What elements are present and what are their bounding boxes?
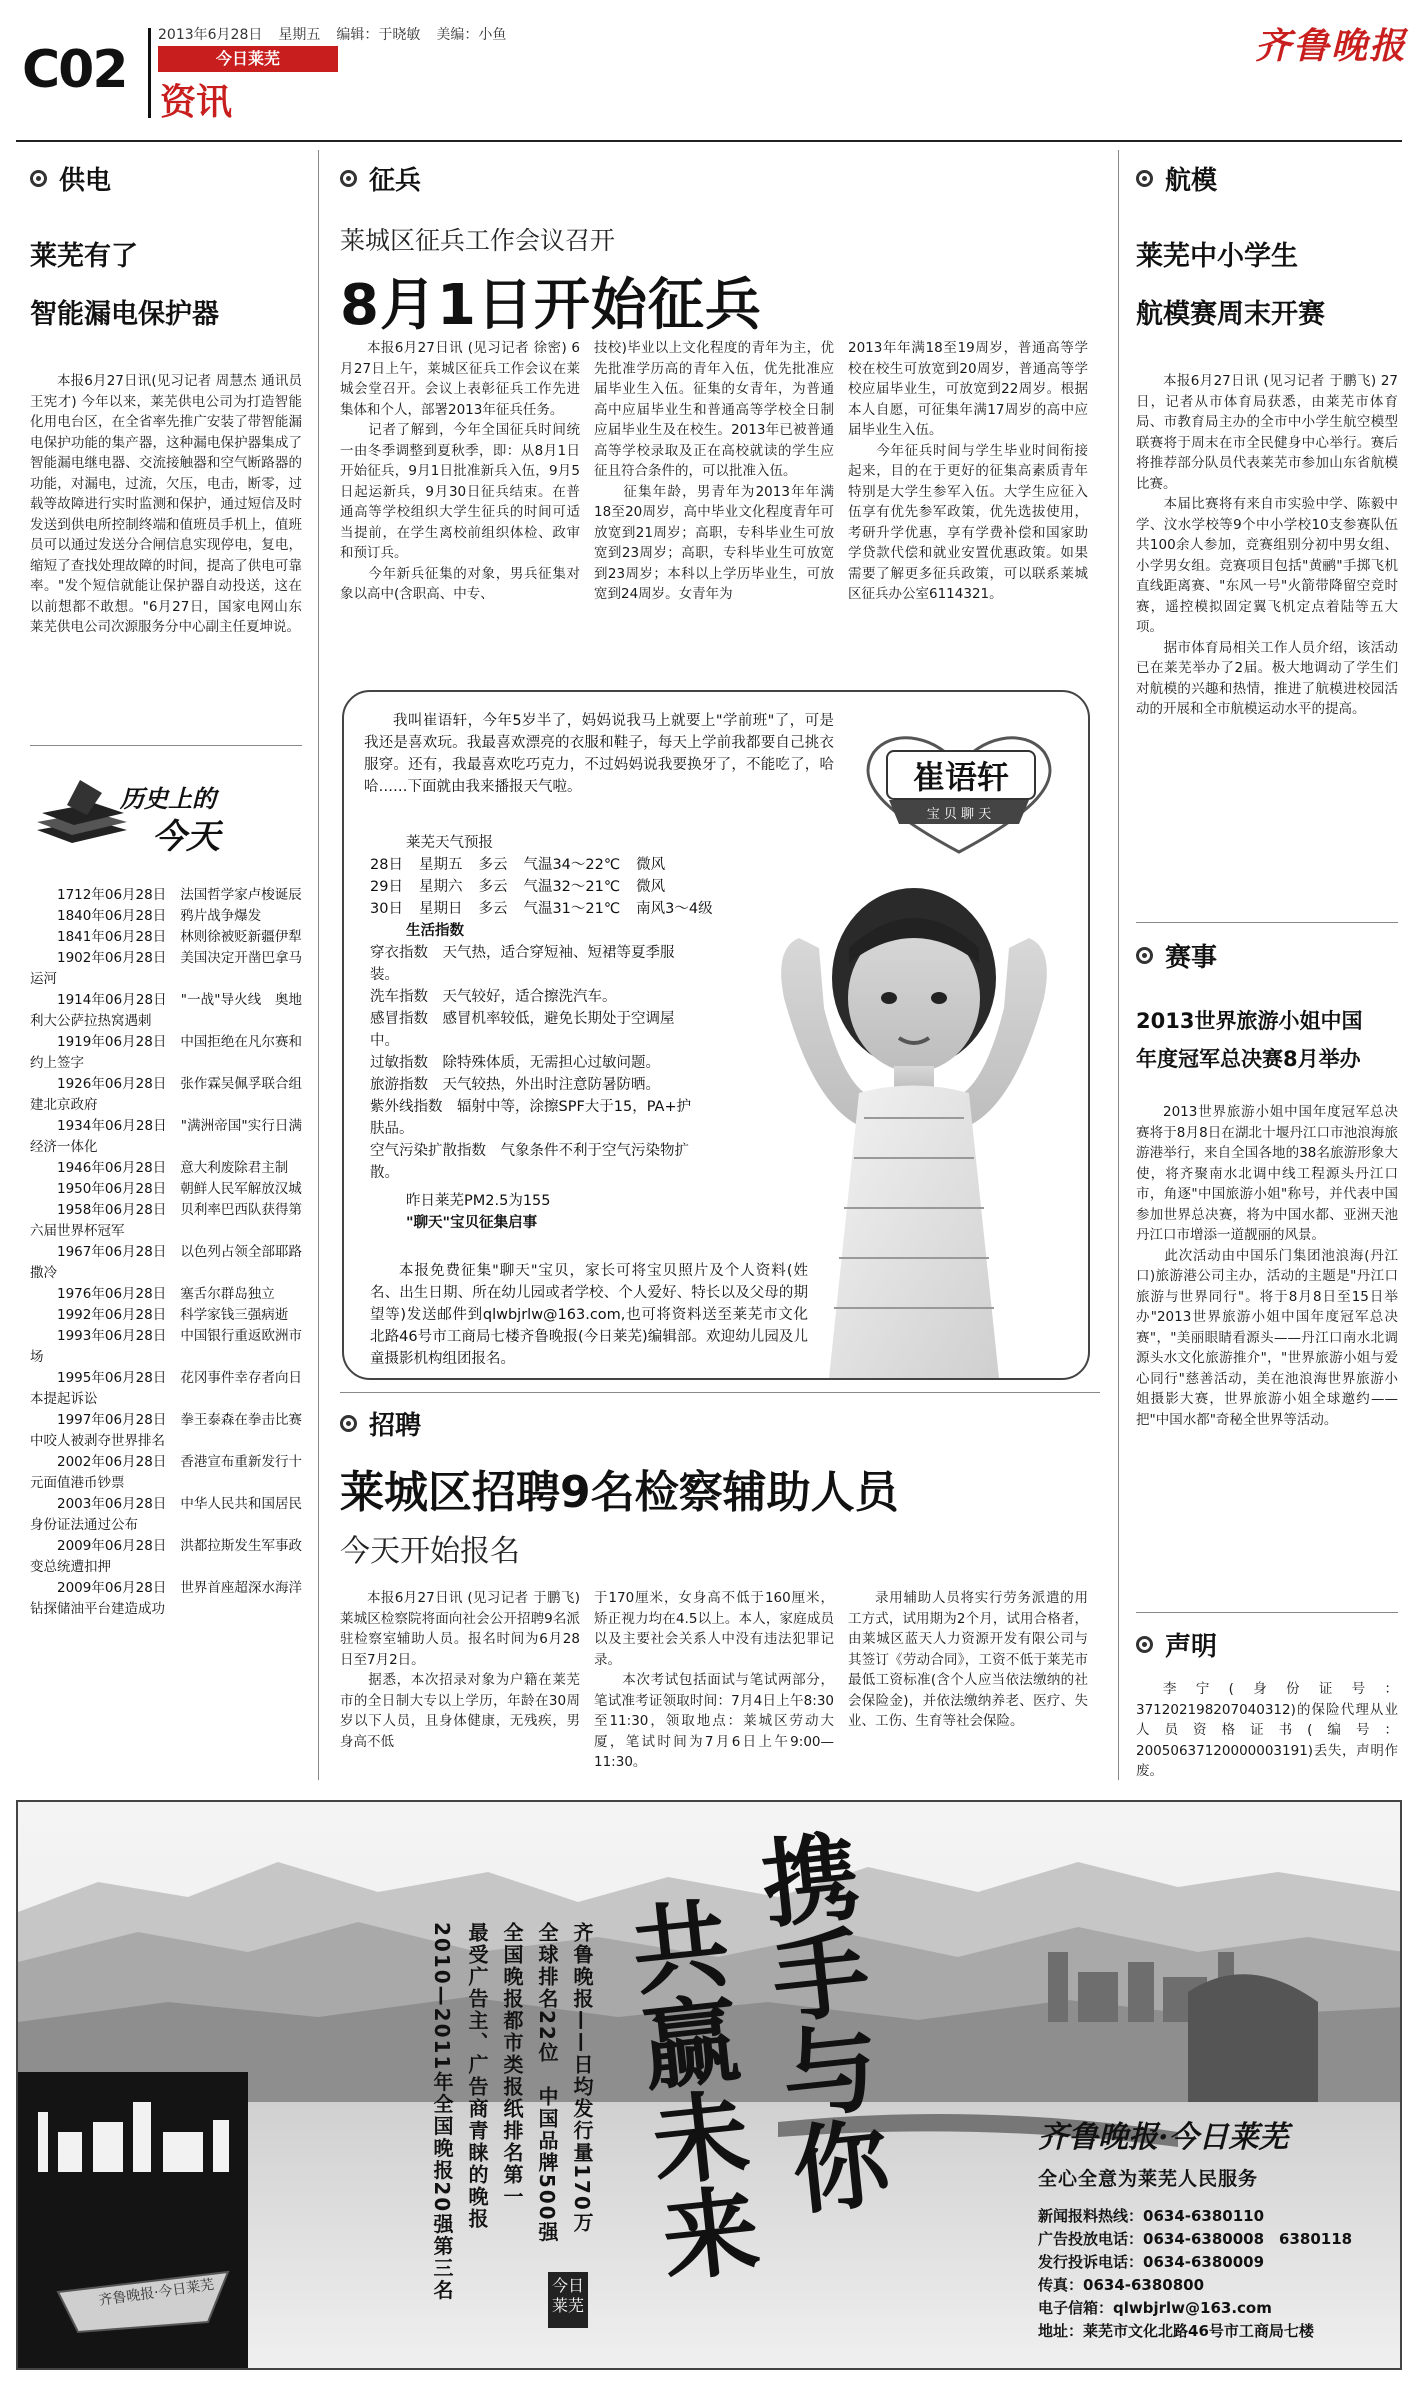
weather-sky: 多云 — [478, 879, 508, 895]
contact-value: qlwbjrlw@163.com — [1113, 2299, 1272, 2317]
article-body-col: 本报6月27日讯 (见习记者 于鹏飞) 莱城区检察院将面向社会公开招聘9名派驻检察室辅助人员。报名时间为6月28日至7月2日。 据悉，本次招录对象为户籍在莱芜市的全日制大专以上学历，年龄在30周岁以下人员，且身体健康，无残疾，男身高不低 — [340, 1590, 580, 1750]
conscription-article — [340, 160, 1100, 341]
history-event: 法国哲学家卢梭诞辰 — [180, 887, 302, 903]
history-date: 2009年06月28日 — [57, 1538, 167, 1554]
calligraphy-main: 携手与你 — [742, 1825, 895, 2219]
weather-day: 28日 — [370, 857, 403, 873]
section-bullet-icon — [1136, 947, 1153, 964]
history-event: "满洲帝国"实行日满经济一体化 — [30, 1118, 302, 1155]
page-header — [0, 0, 1417, 135]
history-logo — [32, 775, 272, 855]
collect-title: "聊天"宝贝征集启事 — [406, 1215, 538, 1231]
column-divider — [318, 150, 319, 1780]
history-event: "一战"导火线 奥地利大公萨拉热窝遇刺 — [30, 992, 302, 1029]
life-index-item: 紫外线指数 辐射中等，涂擦SPF大于15，PA+护肤品。 — [370, 1099, 692, 1137]
recruit-article — [340, 1405, 1100, 1570]
weather-temp: 气温32～21℃ — [523, 879, 621, 895]
contact-value: 0634-6380008 6380118 — [1143, 2230, 1353, 2248]
history-list — [30, 885, 302, 1620]
history-date: 1976年06月28日 — [57, 1286, 167, 1302]
weather-wk: 星期六 — [418, 879, 463, 895]
section-heading-label: 航模 — [1165, 166, 1218, 196]
weather-wk: 星期日 — [418, 901, 463, 917]
designer-credit: 美编：小鱼 — [436, 27, 507, 43]
history-event: 洪都拉斯发生军事政变总统遭扣押 — [30, 1538, 303, 1575]
history-event: 世界首座超深水海洋钻探储油平台建造成功 — [30, 1580, 303, 1617]
section-heading-statement — [1136, 1626, 1398, 1663]
history-title: 历史上的 — [120, 785, 216, 813]
power-article — [30, 160, 307, 638]
section-heading-power — [30, 160, 302, 197]
history-item — [30, 1452, 302, 1494]
history-item — [30, 1200, 302, 1242]
history-event: 张作霖吴佩孚联合组建北京政府 — [30, 1076, 303, 1113]
ad-slogan: 全心全意为莱芜人民服务 — [1038, 2168, 1259, 2190]
weather-wind: 微风 — [636, 857, 666, 873]
section-tag: 今日莱芜 — [158, 46, 338, 72]
history-date: 2002年06月28日 — [57, 1454, 167, 1470]
history-item — [30, 1410, 302, 1452]
weather-day: 30日 — [370, 901, 403, 917]
weather-rows — [370, 854, 790, 920]
history-item — [30, 1074, 302, 1116]
history-date: 1840年06月28日 — [57, 908, 167, 924]
history-item — [30, 1179, 302, 1200]
contact-row — [1038, 2297, 1388, 2320]
weather-row — [370, 876, 790, 898]
article-body: 李宁(身份证号：371202198207040312)的保险代理从业人员资格证书(编号：20050637120000003191)丢失，声明作废。 — [1136, 1681, 1398, 1779]
article-body-col: 技校)毕业以上文化程度的青年为主，优先批准学历高的青年入伍，优先批准应届毕业生入伍。征集的女青年，为普通高中应届毕业生和普通高等学校全日制应届毕业生及在校生。2013年已被普通高等学校录取及正在高校就读的学生应征且符合条件的，可以批准入伍。 征集年龄，男青年为2013年年满18至20周岁，高中毕业文化程度青年可放宽到21周岁；高职，专科毕业生可放宽到23周岁；高职，专科毕业生可放宽到23周岁；本科以上学历毕业生，可放宽到24周岁。女青年为 — [594, 340, 834, 602]
contact-row — [1038, 2320, 1388, 2343]
ad-claim: 全国晚报都市类报纸排名第一 — [500, 1922, 524, 2208]
history-item — [30, 906, 302, 927]
history-item — [30, 1032, 302, 1074]
contact-label: 广告投放电话： — [1038, 2230, 1144, 2248]
history-event: 中华人民共和国居民身份证法通过公布 — [30, 1496, 303, 1533]
history-date: 1902年06月28日 — [57, 950, 167, 966]
history-item — [30, 885, 302, 906]
pm-reading: 昨日莱芜PM2.5为155 — [406, 1193, 551, 1209]
history-event: 美国决定开凿巴拿马运河 — [30, 950, 303, 987]
weather-sky: 多云 — [478, 901, 508, 917]
header-rule — [16, 140, 1402, 142]
history-event: 花冈事件幸存者向日本提起诉讼 — [30, 1370, 303, 1407]
article-body: 2013世界旅游小姐中国年度冠军总决赛将于8月8日在湖北十堰丹江口市池浪海旅游港举行，来自全国各地的38名旅游形象大使，将齐聚南水北调中线工程源头丹江口市，角逐"中国旅游小姐"称号，并代表中国参加世界总决赛，将为中国水都、亚洲天池丹江口市增添一道靓丽的风景。 此次活动由中国乐门集团池浪海(丹江口)旅游港公司主办，活动的主题是"丹江口旅游与世界同行"。将于8月8日至15日举办"2013世界旅游小姐中国年度冠军总决赛"，"美丽眼睛看源头——丹江口南水北调源头水文化旅游推介"，"世界旅游小姐与爱心同行"慈善活动，美在池浪海世界旅游小姐摄影大赛，世界旅游小姐全球邀约——把"中国水都"奇秘全世界等活动。 — [1136, 1104, 1398, 1428]
article-title — [1136, 235, 1398, 337]
section-heading-label: 征兵 — [369, 166, 422, 196]
statement-article — [1136, 1626, 1398, 1782]
history-item — [30, 1536, 302, 1578]
book-stack-icon — [32, 775, 132, 855]
article-title-line: 智能漏电保护器 — [30, 299, 219, 330]
history-date: 1950年06月28日 — [57, 1181, 167, 1197]
weather-sky: 多云 — [478, 857, 508, 873]
history-date: 1993年06月28日 — [57, 1328, 167, 1344]
weather-wk: 星期五 — [418, 857, 463, 873]
weather-title: 莱芜天气预报 — [406, 835, 493, 851]
section-rule — [1136, 1612, 1398, 1613]
history-date: 1919年06月28日 — [57, 1034, 167, 1050]
life-index-title: 生活指数 — [406, 923, 464, 939]
article-headline: 8月1日开始征兵 — [340, 273, 762, 338]
child-photo — [764, 858, 1064, 1378]
life-index-item: 过敏指数 除特殊体质，无需担心过敏问题。 — [370, 1055, 660, 1071]
history-date: 1926年06月28日 — [57, 1076, 167, 1092]
contact-label: 发行投诉电话： — [1038, 2253, 1144, 2271]
section-rule — [340, 1392, 1100, 1393]
contact-rows — [1038, 2205, 1388, 2343]
section-rule — [30, 745, 302, 746]
section-bullet-icon — [340, 170, 357, 187]
history-event: 中国银行重返欧洲市场 — [30, 1328, 303, 1365]
history-event: 贝利率巴西队获得第六届世界杯冠军 — [30, 1202, 303, 1239]
weather-wind: 微风 — [636, 879, 666, 895]
article-body-col: 录用辅助人员将实行劳务派遣的用工方式，试用期为2个月，试用合格者，由莱城区蓝天人力资源开发有限公司与其签订《劳动合同》，工资不低于莱芜市最低工资标准(含个人应当依法缴纳的社会保险金)，并依法缴纳养老、医疗、失业、工伤、生育等社会保险。 — [848, 1590, 1088, 1729]
article-title-line: 莱芜中小学生 — [1136, 241, 1298, 272]
life-index-item: 穿衣指数 天气热，适合穿短袖、短裙等夏季服装。 — [370, 945, 675, 983]
contact-row — [1038, 2205, 1388, 2228]
history-item — [30, 990, 302, 1032]
model-article — [1136, 160, 1398, 720]
history-date: 1992年06月28日 — [57, 1307, 167, 1323]
kid-chat-box — [342, 690, 1090, 1380]
page-code: C02 — [22, 40, 127, 100]
history-event: 以色列占领全部耶路撒冷 — [30, 1244, 303, 1281]
history-event: 塞舌尔群岛独立 — [180, 1286, 275, 1302]
section-bullet-icon — [340, 1415, 357, 1432]
masthead-logo: 齐鲁晚报 — [1255, 25, 1408, 67]
life-index-item: 旅游指数 天气较热，外出时注意防暑防晒。 — [370, 1077, 660, 1093]
section-heading-label: 供电 — [59, 166, 112, 196]
weather-forecast — [370, 832, 790, 1234]
contact-label: 新闻报料热线： — [1038, 2207, 1144, 2225]
ad-claim: 齐鲁晚报——日均发行量170万 — [570, 1922, 594, 2234]
badge-subtitle: 宝 贝 聊 天 — [926, 807, 992, 822]
ad-logo: 齐鲁晚报·今日莱芜 — [1038, 2120, 1289, 2155]
kid-name: 崔语轩 — [886, 750, 1036, 800]
section-heading-contest — [1136, 937, 1398, 974]
contact-label: 地址： — [1038, 2322, 1084, 2340]
name-badge — [844, 732, 1074, 862]
life-index-item: 空气污染扩散指数 气象条件不利于空气污染物扩散。 — [370, 1143, 689, 1181]
history-title-big: 今天 — [152, 817, 220, 857]
weather-day: 29日 — [370, 879, 403, 895]
history-event: 香港宣布重新发行十元面值港币钞票 — [30, 1454, 303, 1491]
article-subtitle: 莱城区征兵工作会议召开 — [340, 226, 616, 255]
issue-date: 2013年6月28日 — [158, 27, 263, 43]
life-index-item: 感冒指数 感冒机率较低，避免长期处于空调屋中。 — [370, 1011, 675, 1049]
history-date: 1997年06月28日 — [57, 1412, 167, 1428]
history-date: 1934年06月28日 — [57, 1118, 167, 1134]
contact-value: 0634-6380800 — [1083, 2276, 1205, 2294]
column-divider — [1118, 150, 1119, 1780]
history-item — [30, 1242, 302, 1284]
history-item — [30, 1305, 302, 1326]
history-item — [30, 1368, 302, 1410]
history-item — [30, 1284, 302, 1305]
article-title-line: 年度冠军总决赛8月举办 — [1136, 1047, 1361, 1071]
history-date: 2003年06月28日 — [57, 1496, 167, 1512]
history-event: 科学家钱三强病逝 — [180, 1307, 289, 1323]
contact-panel — [1038, 2112, 1388, 2343]
section-heading-label: 声明 — [1165, 1632, 1218, 1662]
contact-row — [1038, 2274, 1388, 2297]
section-heading-conscription — [340, 160, 1100, 197]
contact-row — [1038, 2251, 1388, 2274]
weather-temp: 气温31～21℃ — [523, 901, 621, 917]
ad-claim: 最受广告主、广告商青睐的晚报 — [465, 1922, 489, 2230]
article-title-line: 航模赛周末开赛 — [1136, 299, 1325, 330]
section-name: 资讯 — [160, 82, 233, 123]
history-date: 1712年06月28日 — [57, 887, 167, 903]
ad-claims — [428, 1922, 597, 2322]
history-date: 1995年06月28日 — [57, 1370, 167, 1386]
editor-credit: 编辑：于晓敏 — [336, 27, 421, 43]
history-item — [30, 1326, 302, 1368]
history-item — [30, 1494, 302, 1536]
article-title-line: 2013世界旅游小姐中国 — [1136, 1009, 1363, 1033]
section-bullet-icon — [30, 170, 47, 187]
contact-row — [1038, 2228, 1388, 2251]
weather-row — [370, 898, 790, 920]
history-item — [30, 1116, 302, 1158]
life-index-item: 洗车指数 天气较好，适合擦洗汽车。 — [370, 989, 617, 1005]
history-event: 林则徐被贬新疆伊犁 — [180, 929, 302, 945]
calligraphy-main: 共赢未来 — [612, 1892, 765, 2286]
history-event: 拳王泰森在拳击比赛中咬人被剥夺世界排名 — [30, 1412, 303, 1449]
section-heading-recruit — [340, 1405, 1100, 1442]
boat-text: 齐鲁晚报·今日莱芜 — [97, 2276, 216, 2310]
history-date: 1946年06月28日 — [57, 1160, 167, 1176]
article-title — [1136, 1002, 1398, 1078]
ad-claim: 全球排名22位 中国品牌500强 — [535, 1922, 559, 2244]
history-date: 1914年06月28日 — [57, 992, 167, 1008]
contest-article — [1136, 937, 1398, 1430]
section-bullet-icon — [1136, 1636, 1153, 1653]
ad-stamp: 今日莱芜 — [548, 2272, 588, 2328]
history-event: 意大利废除君主制 — [180, 1160, 289, 1176]
contact-label: 传真： — [1038, 2276, 1084, 2294]
article-title-line: 莱芜有了 — [30, 241, 138, 272]
section-heading-label: 招聘 — [369, 1411, 422, 1441]
history-event: 鸦片战争爆发 — [180, 908, 262, 924]
weather-row — [370, 854, 790, 876]
article-body-col: 本报6月27日讯 (见习记者 徐密) 6月27日上午，莱城区征兵工作会议在莱城会堂召开。会议上表彰征兵工作先进集体和个人，部署2013年征兵任务。 记者了解到，今年全国征兵时间统一由冬季调整到夏秋季，即：从8月1日开始征兵，9月1日批准新兵入伍，9月5日起运新兵，9月30日征兵结束。在普通高等学校组织大学生征兵的时间可适当提前，在学生离校前组织体检、政审和预订兵。 今年新兵征集的对象，男兵征集对象以高中(含职高、中专、 — [340, 340, 580, 602]
article-body: 本报6月27日讯 (见习记者 于鹏飞) 27日，记者从市体育局获悉，由莱芜市体育局、市教育局主办的全市中小学生航空模型联赛将于周末在市全民健身中心举行。赛后将推荐部分队员代表莱芜市参加山东省航模比赛。 本届比赛将有来自市实验中学、陈毅中学、汶水学校等9个中小学校10支参赛队伍共100余人参加，竞赛组别分初中男女组、小学男女组。竞赛项目包括"黄鹂"手掷飞机直线距离赛、"东风一号"火箭带降留空竞时赛，遥控模拟固定翼飞机定点着陆等五大项。 据市体育局相关工作人员介绍，该活动已在莱芜举办了2届。极大地调动了学生们对航模的兴趣和热情，推进了航模进校园活动的开展和全市航模运动水平的提高。 — [1136, 373, 1398, 717]
history-event: 朝鲜人民军解放汉城 — [180, 1181, 302, 1197]
kid-intro: 我叫崔语轩，今年5岁半了，妈妈说我马上就要上"学前班"了，可是我还是喜欢玩。我最喜欢漂亮的衣服和鞋子，每天上学前我都要自己挑衣服穿。还有，我最喜欢吃巧克力，不过妈妈说我要换牙了，不能吃了，哈哈……下面就由我来播报天气啦。 — [364, 713, 834, 795]
section-heading-label: 赛事 — [1165, 943, 1218, 973]
history-date: 1967年06月28日 — [57, 1244, 167, 1260]
weather-wind: 南风3～4级 — [636, 901, 713, 917]
history-date: 1958年06月28日 — [57, 1202, 167, 1218]
contact-label: 电子信箱： — [1038, 2299, 1114, 2317]
contact-value: 0634-6380009 — [1143, 2253, 1265, 2271]
life-index-rows — [370, 942, 700, 1184]
section-heading-model — [1136, 160, 1398, 197]
collect-body: 本报免费征集"聊天"宝贝，家长可将宝贝照片及个人资料(姓名、出生日期、所在幼儿园或者学校、个人爱好、特长以及父母的期望等)发送邮件到qlwbjrlw@163.com,也可将资料送至莱芜市文化北路46号市工商局七楼齐鲁晚报(今日莱芜)编辑部。欢迎幼儿园及儿童摄影机构组团报名。 — [370, 1263, 808, 1367]
article-body: 本报6月27日讯(见习记者 周慧杰 通讯员 王宪才) 今年以来，莱芜供电公司为打造智能化用电台区，在全省率先推广安装了带智能漏电保护功能的集产器，这种漏电保护器集成了智能漏电继电器、交流接触器和空气断路器的功能，对漏电，过流，欠压，电击，断零，过载等故障进行实时监测和保护，通过短信及时发送到供电所控制终端和值班员手机上，值班员可以通过发送分合闸信息实现停电，复电，缩短了查找处理故障的时间，提高了供电可靠率。"发个短信就能让保护器自动投送，这在以前想都不敢想。"6月27日，国家电网山东莱芜供电公司次源服务分中心副主任夏坤说。 — [30, 373, 307, 635]
history-item — [30, 948, 302, 990]
weather-temp: 气温34～22℃ — [523, 857, 621, 873]
advert-panel — [16, 1800, 1402, 2370]
header-divider — [148, 28, 151, 118]
article-title — [30, 235, 302, 337]
article-body-col: 于170厘米，女身高不低于160厘米，矫正视力均在4.5以上。本人，家庭成员以及主要社会关系人中没有违法犯罪记录。 本次考试包括面试与笔试两部分，笔试准考证领取时间：7月4日上午8:30至11:30，领取地点：莱城区劳动大厦，笔试时间为7月6日上午9:00—11:30。 — [594, 1590, 834, 1770]
section-rule — [1136, 922, 1398, 923]
article-headline: 莱城区招聘9名检察辅助人员 — [340, 1467, 899, 1518]
history-date: 1841年06月28日 — [57, 929, 167, 945]
article-subtitle: 今天开始报名 — [340, 1534, 520, 1569]
history-item — [30, 1578, 302, 1620]
ad-claim: 2010—2011年全国晚报20强第三名 — [430, 1922, 454, 2302]
section-bullet-icon — [1136, 170, 1153, 187]
contact-value: 莱芜市文化北路46号市工商局七楼 — [1083, 2322, 1314, 2340]
article-body-col: 2013年年满18至19周岁，普通高等学校在校生可放宽到20周岁，普通高等学校应届毕业生，可放宽到22周岁。根据本人自愿，可征集年满17周岁的高中应届毕业生入伍。 今年征兵时间与学生毕业时间衔接起来，目的在于更好的征集高素质青年特别是大学生参军入伍。大学生应征入伍享有优先参军政策，优先选拔使用，考研升学优惠，享有学费补偿和国家助学贷款代偿和就业安置优惠政策。如果需要了解更多征兵政策，可以联系莱城区征兵办公室6114321。 — [848, 340, 1088, 602]
history-event: 中国拒绝在凡尔赛和约上签字 — [30, 1034, 303, 1071]
issue-weekday: 星期五 — [278, 27, 321, 43]
history-item — [30, 1158, 302, 1179]
header-meta — [158, 24, 506, 44]
history-date: 2009年06月28日 — [57, 1580, 167, 1596]
history-item — [30, 927, 302, 948]
contact-value: 0634-6380110 — [1143, 2207, 1265, 2225]
